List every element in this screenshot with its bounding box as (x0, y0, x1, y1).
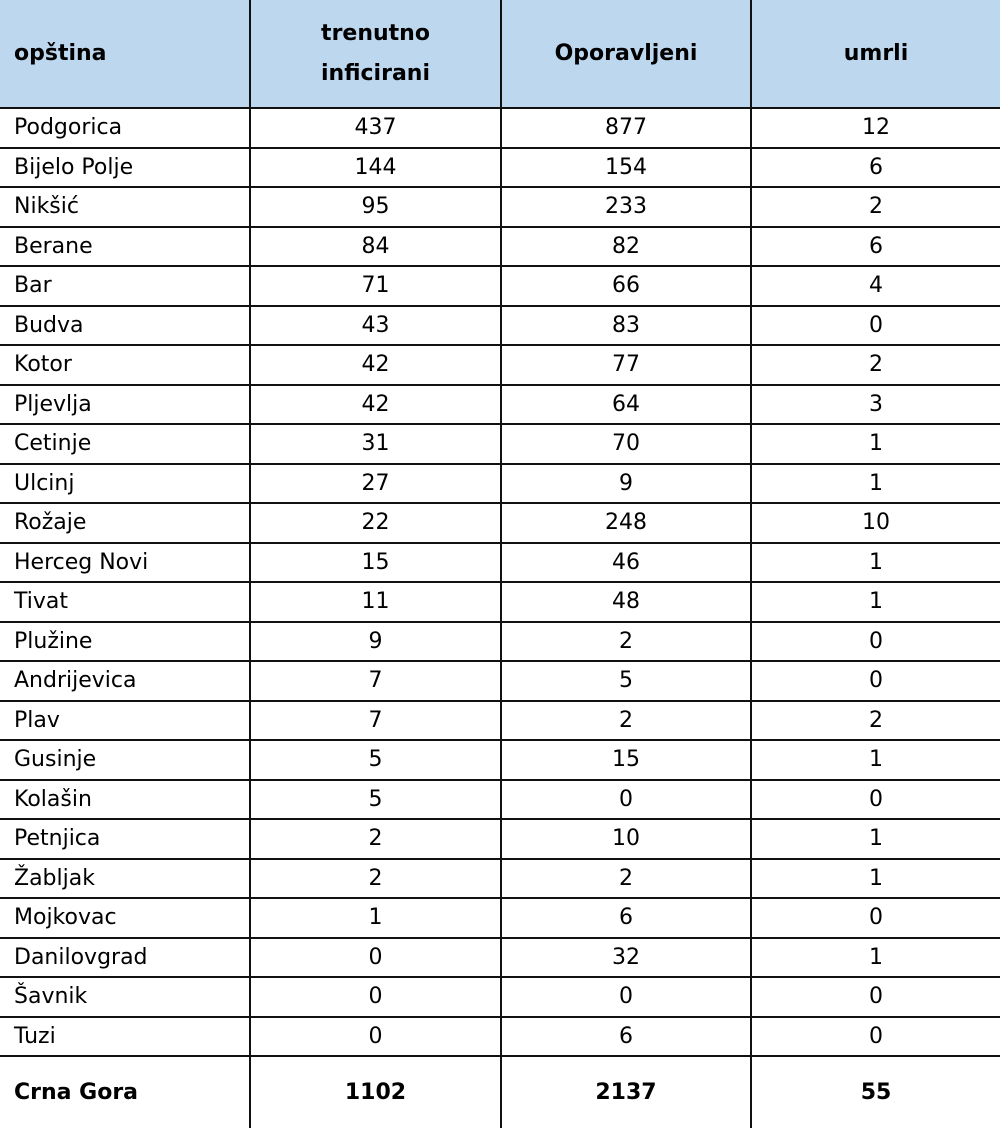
table-row (0, 148, 1000, 188)
recovered-cell: 10 (501, 819, 751, 859)
infected-cell: 144 (250, 148, 501, 188)
total-label: Crna Gora (0, 1056, 250, 1128)
municipality-name: Tivat (0, 582, 250, 622)
municipality-name: Cetinje (0, 424, 250, 464)
header-currently-infected (250, 0, 501, 108)
infected-cell: 31 (250, 424, 501, 464)
infected-cell: 2 (250, 819, 501, 859)
deaths-cell: 1 (751, 859, 1000, 899)
municipality-name: Andrijevica (0, 661, 250, 701)
infected-cell: 437 (250, 108, 501, 148)
municipality-name: Podgorica (0, 108, 250, 148)
recovered-cell: 82 (501, 227, 751, 267)
recovered-cell: 46 (501, 543, 751, 583)
recovered-cell: 70 (501, 424, 751, 464)
infected-cell: 1 (250, 898, 501, 938)
municipality-name: Bar (0, 266, 250, 306)
infected-cell: 15 (250, 543, 501, 583)
municipality-name: Ulcinj (0, 464, 250, 504)
table-row (0, 582, 1000, 622)
infected-cell: 0 (250, 938, 501, 978)
infected-cell: 5 (250, 780, 501, 820)
header-row (0, 0, 1000, 108)
table-row (0, 898, 1000, 938)
deaths-cell: 12 (751, 108, 1000, 148)
total-row (0, 1056, 1000, 1128)
table-header (0, 0, 1000, 108)
deaths-cell: 4 (751, 266, 1000, 306)
deaths-cell: 1 (751, 543, 1000, 583)
header-infected-line2: inficirani (321, 60, 430, 86)
header-municipality: opština (0, 0, 250, 108)
deaths-cell: 1 (751, 938, 1000, 978)
municipality-name: Plav (0, 701, 250, 741)
recovered-cell: 248 (501, 503, 751, 543)
deaths-cell: 6 (751, 227, 1000, 267)
infected-cell: 71 (250, 266, 501, 306)
table-body (0, 108, 1000, 1128)
infected-cell: 9 (250, 622, 501, 662)
recovered-cell: 66 (501, 266, 751, 306)
table-row (0, 424, 1000, 464)
municipality-name: Herceg Novi (0, 543, 250, 583)
recovered-cell: 877 (501, 108, 751, 148)
table-row (0, 859, 1000, 899)
infected-cell: 2 (250, 859, 501, 899)
table-row (0, 1017, 1000, 1057)
recovered-cell: 83 (501, 306, 751, 346)
table-row (0, 819, 1000, 859)
table-row (0, 385, 1000, 425)
municipality-name: Žabljak (0, 859, 250, 899)
infected-cell: 22 (250, 503, 501, 543)
table-row (0, 306, 1000, 346)
table-row (0, 464, 1000, 504)
recovered-cell: 48 (501, 582, 751, 622)
table-row (0, 503, 1000, 543)
deaths-cell: 0 (751, 780, 1000, 820)
municipality-name: Budva (0, 306, 250, 346)
municipality-name: Berane (0, 227, 250, 267)
deaths-cell: 1 (751, 464, 1000, 504)
deaths-cell: 0 (751, 622, 1000, 662)
deaths-cell: 0 (751, 898, 1000, 938)
recovered-cell: 2 (501, 701, 751, 741)
recovered-cell: 154 (501, 148, 751, 188)
table-row (0, 108, 1000, 148)
recovered-cell: 6 (501, 1017, 751, 1057)
header-infected-line1: trenutno (321, 20, 430, 46)
table-row (0, 780, 1000, 820)
infected-cell: 42 (250, 385, 501, 425)
infected-cell: 0 (250, 977, 501, 1017)
table-row (0, 661, 1000, 701)
municipality-name: Nikšić (0, 187, 250, 227)
total-infected: 1102 (250, 1056, 501, 1128)
deaths-cell: 2 (751, 345, 1000, 385)
table-row (0, 622, 1000, 662)
table-row (0, 227, 1000, 267)
recovered-cell: 233 (501, 187, 751, 227)
recovered-cell: 2 (501, 622, 751, 662)
recovered-cell: 64 (501, 385, 751, 425)
header-recovered: Oporavljeni (501, 0, 751, 108)
deaths-cell: 0 (751, 306, 1000, 346)
deaths-cell: 1 (751, 582, 1000, 622)
recovered-cell: 0 (501, 977, 751, 1017)
recovered-cell: 15 (501, 740, 751, 780)
municipality-name: Kolašin (0, 780, 250, 820)
recovered-cell: 77 (501, 345, 751, 385)
recovered-cell: 6 (501, 898, 751, 938)
table-row (0, 740, 1000, 780)
recovered-cell: 2 (501, 859, 751, 899)
municipality-name: Kotor (0, 345, 250, 385)
deaths-cell: 1 (751, 740, 1000, 780)
infected-cell: 27 (250, 464, 501, 504)
deaths-cell: 0 (751, 977, 1000, 1017)
table-row (0, 266, 1000, 306)
municipality-name: Plužine (0, 622, 250, 662)
municipality-name: Rožaje (0, 503, 250, 543)
municipality-name: Šavnik (0, 977, 250, 1017)
recovered-cell: 0 (501, 780, 751, 820)
infected-cell: 84 (250, 227, 501, 267)
deaths-cell: 1 (751, 819, 1000, 859)
infected-cell: 43 (250, 306, 501, 346)
recovered-cell: 32 (501, 938, 751, 978)
infected-cell: 7 (250, 701, 501, 741)
total-recovered: 2137 (501, 1056, 751, 1128)
municipality-name: Bijelo Polje (0, 148, 250, 188)
municipality-name: Tuzi (0, 1017, 250, 1057)
deaths-cell: 2 (751, 701, 1000, 741)
deaths-cell: 1 (751, 424, 1000, 464)
deaths-cell: 6 (751, 148, 1000, 188)
infected-cell: 11 (250, 582, 501, 622)
infected-cell: 42 (250, 345, 501, 385)
table-row (0, 701, 1000, 741)
table-row (0, 543, 1000, 583)
infected-cell: 0 (250, 1017, 501, 1057)
table-row (0, 345, 1000, 385)
recovered-cell: 5 (501, 661, 751, 701)
header-deaths: umrli (751, 0, 1000, 108)
infected-cell: 95 (250, 187, 501, 227)
deaths-cell: 0 (751, 661, 1000, 701)
recovered-cell: 9 (501, 464, 751, 504)
infected-cell: 5 (250, 740, 501, 780)
deaths-cell: 3 (751, 385, 1000, 425)
total-deaths: 55 (751, 1056, 1000, 1128)
municipality-name: Pljevlja (0, 385, 250, 425)
infected-cell: 7 (250, 661, 501, 701)
deaths-cell: 2 (751, 187, 1000, 227)
deaths-cell: 0 (751, 1017, 1000, 1057)
table-row (0, 938, 1000, 978)
municipality-name: Petnjica (0, 819, 250, 859)
table-row (0, 977, 1000, 1017)
municipality-name: Gusinje (0, 740, 250, 780)
table-row (0, 187, 1000, 227)
municipality-name: Danilovgrad (0, 938, 250, 978)
deaths-cell: 10 (751, 503, 1000, 543)
municipality-name: Mojkovac (0, 898, 250, 938)
